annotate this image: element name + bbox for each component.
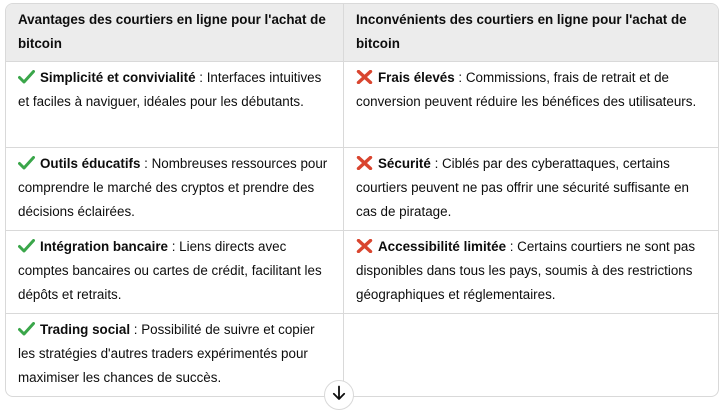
advantage-cell xyxy=(6,230,343,313)
advantage-term: Intégration bancaire xyxy=(40,239,168,254)
advantage-term: Outils éducatifs xyxy=(40,156,141,171)
disadvantage-description: : Certains courtiers ne sont pas disponibles dans tous les pays, soumis à des restrictions géographiques et réglementaires. xyxy=(356,239,696,302)
advantage-description: : Nombreuses ressources pour comprendre le marché des cryptos et prendre des décisions éclairées. xyxy=(18,156,328,219)
header-advantages: Avantages des courtiers en ligne pour l'achat de bitcoin xyxy=(6,4,343,62)
disadvantage-term: Accessibilité limitée xyxy=(378,239,507,254)
advantage-cell xyxy=(6,62,343,147)
cross-mark-icon xyxy=(356,156,373,170)
advantage-description: : Interfaces intuitives et faciles à naviguer, idéales pour les débutants. xyxy=(18,70,322,109)
disadvantage-cell xyxy=(343,147,718,230)
check-mark-icon xyxy=(18,70,35,84)
table-row xyxy=(6,230,718,313)
advantage-cell xyxy=(6,313,343,396)
advantage-term: Simplicité et convivialité xyxy=(40,70,196,85)
advantage-description: : Possibilité de suivre et copier les stratégies d'autres traders expérimentés pour maximiser les chances de succès. xyxy=(18,322,315,385)
disadvantage-description: : Ciblés par des cyberattaques, certains courtiers peuvent ne pas offrir une sécurité suffisante en cas de piratage. xyxy=(356,156,689,219)
disadvantage-description: : Commissions, frais de retrait et de conversion peuvent réduire les bénéfices des utilisateurs. xyxy=(356,70,697,109)
table-header-row xyxy=(6,4,718,62)
header-disadvantages: Inconvénients des courtiers en ligne pour l'achat de bitcoin xyxy=(343,4,718,62)
check-mark-icon xyxy=(18,322,35,336)
cross-mark-icon xyxy=(356,70,373,84)
table-row xyxy=(6,313,718,396)
advantage-term: Trading social xyxy=(40,322,131,337)
disadvantage-cell xyxy=(343,230,718,313)
table-row xyxy=(6,62,718,147)
advantage-cell xyxy=(6,147,343,230)
comparison-table-container xyxy=(5,3,717,397)
advantage-description: : Liens directs avec comptes bancaires ou cartes de crédit, facilitant les dépôts et retraits. xyxy=(18,239,322,302)
arrow-down-icon xyxy=(332,385,346,406)
check-mark-icon xyxy=(18,239,35,253)
disadvantage-term: Sécurité xyxy=(378,156,431,171)
table-row xyxy=(6,147,718,230)
cross-mark-icon xyxy=(356,239,373,253)
disadvantage-term: Frais élevés xyxy=(378,70,455,85)
comparison-table xyxy=(5,3,719,397)
scroll-down-button[interactable] xyxy=(324,380,354,410)
disadvantage-cell xyxy=(343,62,718,147)
check-mark-icon xyxy=(18,156,35,170)
empty-cell xyxy=(343,313,718,396)
